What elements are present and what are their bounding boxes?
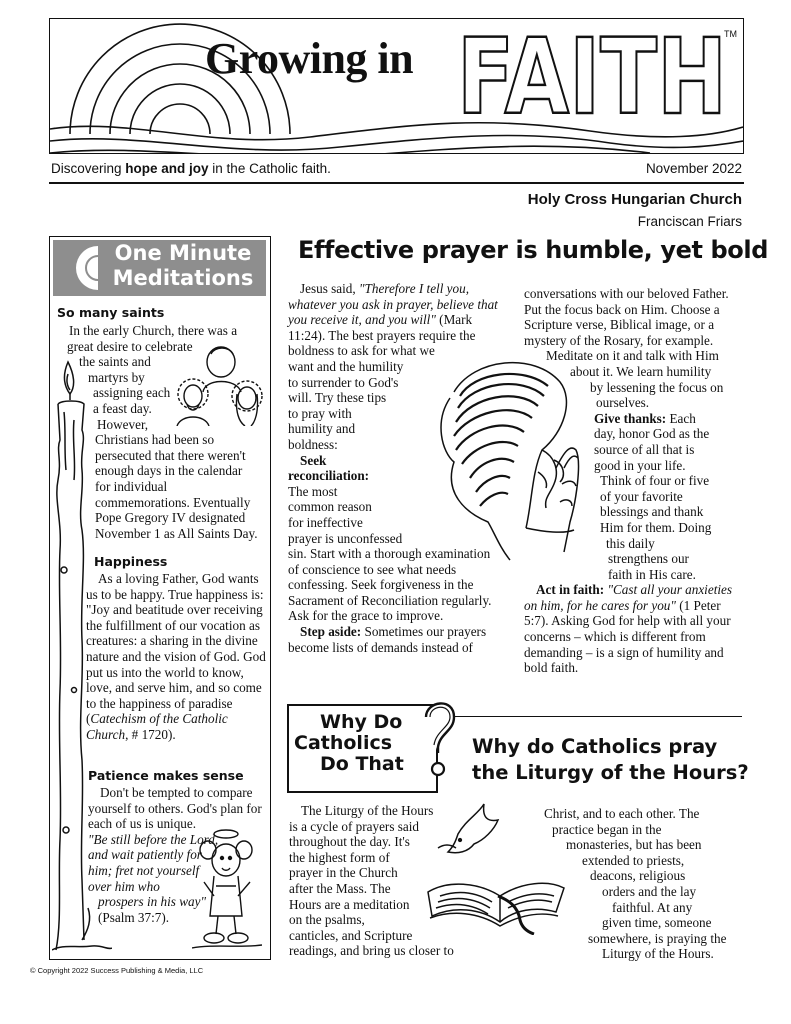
article-line: will. Try these tips xyxy=(288,390,387,406)
article-line: want and the humility xyxy=(288,358,404,374)
happiness-citation: Catechism of the Catholic Church xyxy=(86,711,228,742)
why-line: canticles, and Scripture xyxy=(289,927,413,943)
happiness-heading: Happiness xyxy=(94,554,168,569)
saints-line: However, xyxy=(97,416,149,432)
why-line: Christ, and to each other. The xyxy=(544,806,700,821)
masthead-title-growing: Growing in xyxy=(205,34,414,83)
act-in-faith-quote: "Cast all your anxieties on him, for he cares for you" xyxy=(524,582,733,613)
why-line: orders and the lay xyxy=(602,883,697,899)
why-line: after the Mass. The xyxy=(289,880,391,896)
give-thanks-line: day, honor God as the xyxy=(594,426,710,442)
give-thanks-label: Give thanks: xyxy=(594,410,667,426)
saints-line: In the early Church, there was a xyxy=(69,323,238,338)
why-badge-line2: Catholics xyxy=(294,732,393,754)
article-column-2 xyxy=(524,286,749,676)
patience-verse-line: him; fret not yourself xyxy=(88,862,200,878)
tagline xyxy=(51,161,331,176)
give-thanks-line: blessings and thank xyxy=(600,504,704,520)
tagline-bold: hope and joy xyxy=(125,161,209,176)
why-column-2 xyxy=(530,806,744,962)
praying-mouse-illustration xyxy=(192,826,262,951)
seek-label-line2: reconciliation: xyxy=(288,468,370,484)
why-line: extended to priests, xyxy=(582,852,685,868)
happiness-text xyxy=(86,571,266,743)
faith-outline-lettering xyxy=(455,25,735,121)
patience-verse-line: "Be still before the Lord, xyxy=(88,831,219,847)
article-intro: Jesus said, xyxy=(300,281,359,296)
give-thanks-line: source of all that is xyxy=(594,441,695,457)
why-badge-line3: Do That xyxy=(320,753,404,775)
give-thanks-line: Him for them. Doing xyxy=(600,519,712,535)
patience-verse-line: prospers in his way" xyxy=(98,894,206,910)
saints-group-illustration xyxy=(175,342,267,426)
article-line: about it. We learn humility xyxy=(570,363,712,379)
article-line: ourselves. xyxy=(596,395,650,411)
article-line: boldness to ask for what we xyxy=(288,343,435,359)
article-line: The most xyxy=(288,483,338,499)
sidebar-title-line1: One Minute xyxy=(114,241,252,265)
patience-verse-line: and wait patiently for xyxy=(88,847,202,863)
saints-line: assigning each xyxy=(93,385,171,401)
article-line: prayer is unconfessed xyxy=(288,530,403,546)
why-line: The Liturgy of the Hours xyxy=(301,803,434,818)
give-thanks-line: Think of four or five xyxy=(600,473,710,489)
article-conversations: conversations with our beloved Father. Put the focus back on Him. Choose a Scripture verse, Biblical image, or a mystery of the Rosary, for example. xyxy=(524,286,729,348)
why-badge-text xyxy=(292,712,432,775)
act-in-faith-label: Act in faith: xyxy=(536,582,605,598)
why-line: Hours are a meditation xyxy=(289,896,410,912)
step-aside-label: Step aside: xyxy=(300,624,362,640)
article-line: boldness: xyxy=(288,436,338,452)
article-line: Meditate on it and talk with Him xyxy=(546,348,719,364)
why-line: monasteries, but has been xyxy=(566,837,702,853)
sidebar-title-line2: Meditations xyxy=(112,266,254,290)
why-headline-line2: the Liturgy of the Hours? xyxy=(472,761,749,784)
why-line: is a cycle of prayers said xyxy=(289,818,419,834)
give-thanks-line: of your favorite xyxy=(600,488,683,504)
give-thanks-line: this daily xyxy=(606,535,655,551)
question-mark-icon xyxy=(420,697,460,781)
parish-subtitle: Franciscan Friars xyxy=(637,214,742,229)
why-line: readings, and bring us closer to xyxy=(289,943,454,959)
step-aside-text: Sometimes our prayers become lists of demands instead of xyxy=(288,624,487,655)
article-line: to pray with xyxy=(288,405,352,421)
article-headline: Effective prayer is humble, yet bold xyxy=(298,236,768,264)
saints-line: Christians had been so persecuted that there weren't enough days in the calendar for individual commemorations. Eventually Pope Gregory IV designated November 1 as All Saints Day. xyxy=(95,432,258,541)
give-thanks-line: strengthens our xyxy=(608,551,689,567)
give-thanks-line: good in your life. xyxy=(594,457,686,473)
article-line: humility and xyxy=(288,421,356,437)
saints-line: great desire to celebrate xyxy=(67,338,193,354)
faith-text: FAITH xyxy=(457,25,727,121)
parish-name: Holy Cross Hungarian Church xyxy=(527,191,742,208)
why-line: practice began in the xyxy=(552,821,662,837)
article-line: for ineffective xyxy=(288,514,363,530)
header-rule xyxy=(49,182,744,184)
why-badge-line1: Why Do xyxy=(320,711,403,733)
why-line: given time, someone xyxy=(602,915,712,931)
copyright: © Copyright 2022 Success Publishing & Media, LLC xyxy=(30,966,204,975)
act-in-faith-text: (1 Peter 5:7). Asking God for help with all your concerns – which is different from demanding – is a sign of humility and bold faith. xyxy=(524,597,731,676)
article-line: common reason xyxy=(288,499,372,515)
give-thanks-line: faith in His care. xyxy=(608,566,696,582)
patience-heading: Patience makes sense xyxy=(88,768,244,783)
tagline-pre: Discovering xyxy=(51,161,126,176)
patience-verse-line: over him who xyxy=(88,878,160,894)
why-line: on the psalms, xyxy=(289,912,365,928)
why-line: prayer in the Church xyxy=(289,865,398,881)
happiness-citation-end: , # 1720). xyxy=(125,726,176,742)
patience-body: Don't be tempted to compare yourself to others. God's plan for each of us is unique. xyxy=(88,785,262,832)
issue-date: November 2022 xyxy=(645,161,742,176)
why-line: the highest form of xyxy=(289,849,390,865)
saints-line: a feast day. xyxy=(93,400,152,416)
masthead-title-faith xyxy=(455,25,735,121)
why-line: Liturgy of the Hours. xyxy=(602,946,714,962)
article-scripture-ref: (Mark 11:24). The best prayers require the xyxy=(288,312,476,343)
trademark-mark: TM xyxy=(724,29,737,39)
saints-heading: So many saints xyxy=(57,305,165,320)
why-line: throughout the day. It's xyxy=(289,834,410,850)
why-line: faithful. At any xyxy=(612,899,693,915)
article-line: by lessening the focus on xyxy=(590,379,724,395)
article-reconciliation-tail: sin. Start with a thorough examination of conscience to see what needs confessing. Seek forgiveness in the Sacrament of Reconciliation regularly. Ask for the grace to improve. xyxy=(288,546,492,624)
article-scripture-quote: "Therefore I tell you, whatever you ask in prayer, believe that you receive it, and you will" xyxy=(288,281,498,328)
sidebar-title xyxy=(100,241,266,291)
why-headline xyxy=(472,734,749,786)
why-headline-line1: Why do Catholics pray xyxy=(472,735,718,758)
tagline-post: in the Catholic faith. xyxy=(208,161,331,176)
seek-label-line1: Seek xyxy=(300,452,327,468)
masthead xyxy=(49,18,744,154)
happiness-body: As a loving Father, God wants us to be happy. True happiness is: "Joy and beatitude over receiving the fulfillment of our vocation as creatures: a sharing in the divine nature and the vision of God. God put us into the world to know, love, and serve him, and so come to the happiness of paradise ( xyxy=(86,571,266,727)
saints-line: the saints and xyxy=(79,354,151,370)
give-thanks-line: Each xyxy=(666,410,696,426)
why-line: somewhere, is praying the xyxy=(588,930,727,946)
why-line: deacons, religious xyxy=(590,868,686,884)
patience-verse-ref: (Psalm 37:7). xyxy=(98,909,170,925)
saints-line: martyrs by xyxy=(88,369,145,385)
clock-icon xyxy=(58,240,98,296)
article-line: to surrender to God's xyxy=(288,374,399,390)
